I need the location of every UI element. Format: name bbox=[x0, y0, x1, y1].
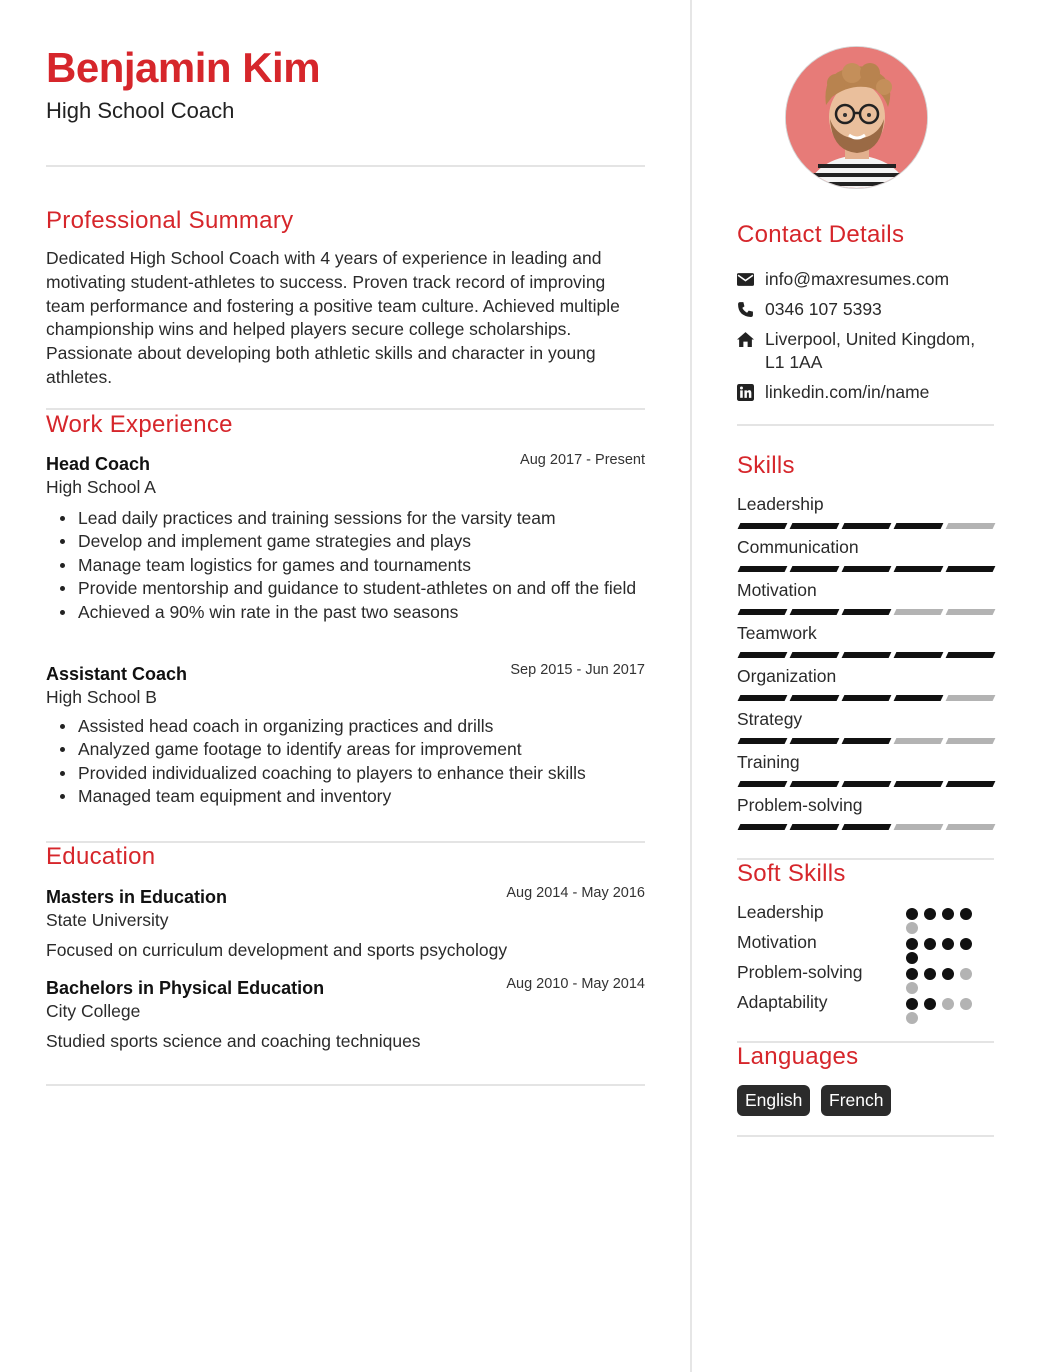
job-bullet: Assisted head coach in organizing practices and drills bbox=[78, 715, 638, 738]
skill-level-bar bbox=[737, 695, 994, 701]
skill-level-bar bbox=[737, 523, 994, 529]
skill-segment-filled bbox=[790, 609, 840, 615]
soft-skill-dot-empty bbox=[906, 982, 918, 994]
experience-heading: Work Experience bbox=[46, 411, 233, 438]
skill-segment-empty bbox=[946, 695, 996, 701]
skill-name: Teamwork bbox=[737, 623, 817, 643]
profile-photo bbox=[785, 46, 928, 189]
skill-level-bar bbox=[737, 738, 994, 744]
skill-level-bar bbox=[737, 824, 994, 830]
skill-segment-filled bbox=[790, 695, 840, 701]
skill-level-bar bbox=[737, 566, 994, 572]
skill-name: Training bbox=[737, 752, 800, 772]
soft-skill-dot-filled bbox=[924, 998, 936, 1010]
skill-segment-filled bbox=[790, 781, 840, 787]
soft-skill-dot-filled bbox=[942, 908, 954, 920]
job-organization: High School A bbox=[46, 477, 156, 497]
skill-segment-filled bbox=[946, 652, 996, 658]
contact-email-text: info@maxresumes.com bbox=[765, 269, 950, 289]
job-bullet: Lead daily practices and training sessions for the varsity team bbox=[78, 507, 638, 530]
contact-phone[interactable] bbox=[737, 298, 994, 321]
contact-address bbox=[737, 328, 994, 374]
skill-segment-filled bbox=[946, 781, 996, 787]
job-bullet: Managed team equipment and inventory bbox=[78, 785, 638, 808]
soft-skill-dot-filled bbox=[906, 938, 918, 950]
soft-skill-dot-filled bbox=[924, 968, 936, 980]
soft-skills-heading: Soft Skills bbox=[737, 860, 846, 887]
soft-skill-dot-empty bbox=[960, 968, 972, 980]
skill-segment-filled bbox=[842, 738, 892, 744]
soft-skill-dot-filled bbox=[924, 908, 936, 920]
skill-segment-filled bbox=[842, 695, 892, 701]
skill-segment-filled bbox=[790, 523, 840, 529]
skill-segment-empty bbox=[894, 609, 944, 615]
skill-segment-filled bbox=[894, 781, 944, 787]
job-dates: Aug 2017 - Present bbox=[520, 452, 645, 468]
contact-linkedin-text: linkedin.com/in/name bbox=[765, 382, 930, 402]
job-dates: Sep 2015 - Jun 2017 bbox=[510, 662, 645, 678]
candidate-title: High School Coach bbox=[46, 98, 235, 123]
soft-skill-dot-filled bbox=[960, 938, 972, 950]
skill-segment-filled bbox=[894, 523, 944, 529]
skill-level-bar bbox=[737, 781, 994, 787]
skill-name: Problem-solving bbox=[737, 795, 863, 815]
school-name: State University bbox=[46, 910, 169, 930]
skill-segment-filled bbox=[790, 566, 840, 572]
job-bullets bbox=[78, 715, 638, 809]
education-heading: Education bbox=[46, 843, 156, 870]
skill-segment-filled bbox=[842, 609, 892, 615]
skill-name: Leadership bbox=[737, 494, 824, 514]
skill-segment-filled bbox=[738, 566, 788, 572]
skill-name: Organization bbox=[737, 666, 837, 686]
soft-skill-dot-filled bbox=[906, 968, 918, 980]
job-bullet: Provided individualized coaching to players to enhance their skills bbox=[78, 762, 638, 785]
skill-segment-filled bbox=[842, 523, 892, 529]
soft-skill-dot-filled bbox=[960, 908, 972, 920]
contact-phone-text: 0346 107 5393 bbox=[765, 299, 882, 319]
language-chip-english: English bbox=[737, 1085, 810, 1116]
phone-icon bbox=[737, 301, 754, 318]
skill-segment-filled bbox=[738, 738, 788, 744]
job-bullets bbox=[78, 507, 638, 624]
job-bullet: Analyzed game footage to identify areas for improvement bbox=[78, 738, 638, 761]
job-title: Assistant Coach bbox=[46, 664, 188, 684]
contact-divider bbox=[737, 424, 994, 426]
soft-skill-dot-filled bbox=[924, 938, 936, 950]
education-dates: Aug 2014 - May 2016 bbox=[506, 885, 645, 901]
header-divider bbox=[46, 165, 645, 167]
education-note: Studied sports science and coaching techniques bbox=[46, 1031, 421, 1051]
skill-segment-filled bbox=[946, 566, 996, 572]
skill-segment-filled bbox=[790, 652, 840, 658]
job-bullet: Develop and implement game strategies and plays bbox=[78, 530, 638, 553]
job-bullet: Achieved a 90% win rate in the past two seasons bbox=[78, 601, 638, 624]
skill-segment-filled bbox=[738, 824, 788, 830]
soft-skill-name: Adaptability bbox=[737, 992, 828, 1012]
skill-segment-filled bbox=[738, 609, 788, 615]
soft-skill-dot-empty bbox=[906, 922, 918, 934]
skill-segment-filled bbox=[738, 695, 788, 701]
degree-title: Bachelors in Physical Education bbox=[46, 978, 325, 998]
soft-skill-name: Leadership bbox=[737, 902, 824, 922]
skill-segment-filled bbox=[738, 652, 788, 658]
soft-skill-dot-empty bbox=[906, 1012, 918, 1024]
skill-segment-filled bbox=[842, 566, 892, 572]
job-organization: High School B bbox=[46, 687, 157, 707]
column-divider bbox=[690, 0, 692, 1372]
skill-segment-empty bbox=[946, 738, 996, 744]
soft-skill-dot-empty bbox=[960, 998, 972, 1010]
soft-skill-dot-filled bbox=[906, 998, 918, 1010]
skill-level-bar bbox=[737, 652, 994, 658]
soft-skill-dot-filled bbox=[906, 908, 918, 920]
summary-heading: Professional Summary bbox=[46, 207, 294, 234]
soft-skill-dot-empty bbox=[942, 998, 954, 1010]
skill-segment-empty bbox=[946, 523, 996, 529]
soft-skill-dot-filled bbox=[942, 938, 954, 950]
home-icon bbox=[737, 331, 754, 348]
skill-segment-filled bbox=[842, 652, 892, 658]
degree-title: Masters in Education bbox=[46, 887, 228, 907]
contact-heading: Contact Details bbox=[737, 221, 905, 248]
school-name: City College bbox=[46, 1001, 141, 1021]
job-bullet: Manage team logistics for games and tournaments bbox=[78, 554, 638, 577]
skill-segment-filled bbox=[894, 652, 944, 658]
skill-level-bar bbox=[737, 609, 994, 615]
linkedin-icon bbox=[737, 384, 754, 401]
skill-segment-empty bbox=[894, 738, 944, 744]
skill-segment-empty bbox=[946, 609, 996, 615]
skill-segment-filled bbox=[738, 523, 788, 529]
skill-segment-empty bbox=[894, 824, 944, 830]
skill-name: Communication bbox=[737, 537, 859, 557]
skills-heading: Skills bbox=[737, 452, 795, 479]
education-dates: Aug 2010 - May 2014 bbox=[506, 976, 645, 992]
skill-segment-filled bbox=[894, 695, 944, 701]
skill-segment-filled bbox=[842, 781, 892, 787]
soft-skill-name: Motivation bbox=[737, 932, 817, 952]
skill-segment-filled bbox=[790, 738, 840, 744]
languages-divider bbox=[737, 1135, 994, 1137]
skill-name: Strategy bbox=[737, 709, 803, 729]
education-divider bbox=[46, 1084, 645, 1086]
contact-linkedin[interactable] bbox=[737, 381, 994, 404]
job-bullet: Provide mentorship and guidance to student-athletes on and off the field bbox=[78, 577, 638, 600]
soft-skill-dot-filled bbox=[906, 952, 918, 964]
skill-segment-filled bbox=[790, 824, 840, 830]
candidate-name: Benjamin Kim bbox=[46, 44, 321, 91]
summary-text: Dedicated High School Coach with 4 years of experience in leading and motivating student-athletes to success. Proven track record of improving team performance and fostering a positive team culture. Achieved multiple championship wins and helped players secure college scholarships. Passionate about developing both athletic skills and character in young athletes. bbox=[46, 248, 620, 387]
skill-name: Motivation bbox=[737, 580, 817, 600]
skill-segment-filled bbox=[894, 566, 944, 572]
skill-segment-empty bbox=[946, 824, 996, 830]
contact-address-text: Liverpool, United Kingdom, L1 1AA bbox=[765, 329, 976, 372]
summary-divider bbox=[46, 408, 645, 410]
languages-heading: Languages bbox=[737, 1043, 859, 1070]
skill-segment-filled bbox=[738, 781, 788, 787]
skill-segment-filled bbox=[842, 824, 892, 830]
envelope-icon bbox=[737, 271, 754, 288]
contact-email[interactable] bbox=[737, 268, 994, 291]
language-chip-french: French bbox=[821, 1085, 891, 1116]
education-note: Focused on curriculum development and sports psychology bbox=[46, 940, 508, 960]
soft-skill-name: Problem-solving bbox=[737, 962, 863, 982]
portrait-illustration bbox=[786, 47, 928, 189]
job-title: Head Coach bbox=[46, 454, 151, 474]
soft-skill-dot-filled bbox=[942, 968, 954, 980]
